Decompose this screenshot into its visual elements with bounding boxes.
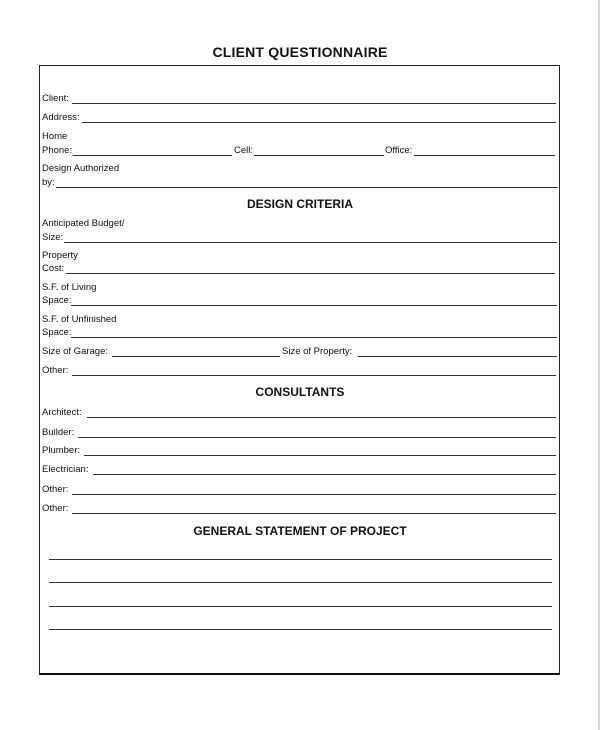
budget-field[interactable] bbox=[64, 242, 557, 243]
statement-line-2[interactable] bbox=[49, 582, 552, 583]
garage-size-label: Size of Garage: bbox=[42, 346, 109, 357]
budget-label-line1: Anticipated Budget/ bbox=[42, 218, 125, 229]
plumber-label: Plumber: bbox=[42, 445, 81, 456]
electrician-label: Electrician: bbox=[42, 464, 89, 475]
design-authorized-label-line1: Design Authorized bbox=[42, 163, 120, 174]
address-label: Address: bbox=[42, 112, 80, 123]
living-space-field[interactable] bbox=[71, 305, 557, 306]
design-authorized-label-line2: by: bbox=[42, 177, 55, 188]
property-size-field[interactable] bbox=[358, 356, 557, 357]
general-statement-heading: GENERAL STATEMENT OF PROJECT bbox=[193, 524, 407, 538]
budget-label-line2: Size: bbox=[42, 232, 64, 243]
architect-field[interactable] bbox=[87, 417, 556, 418]
criteria-other-label: Other: bbox=[42, 365, 69, 376]
property-cost-field[interactable] bbox=[66, 273, 555, 274]
statement-line-1[interactable] bbox=[49, 559, 552, 560]
unfinished-space-label-line2: Space: bbox=[42, 327, 72, 338]
page-title: CLIENT QUESTIONNAIRE bbox=[212, 44, 388, 60]
address-field[interactable] bbox=[82, 122, 556, 123]
cell-label: Cell: bbox=[234, 145, 254, 156]
property-size-label: Size of Property: bbox=[282, 346, 353, 357]
property-cost-label-line1: Property bbox=[42, 250, 78, 261]
electrician-field[interactable] bbox=[93, 474, 556, 475]
builder-field[interactable] bbox=[78, 437, 556, 438]
consultant-other-1-label: Other: bbox=[42, 484, 69, 495]
consultants-heading: CONSULTANTS bbox=[255, 385, 345, 399]
living-space-label-line1: S.F. of Living bbox=[42, 282, 97, 293]
criteria-other-field[interactable] bbox=[72, 375, 556, 376]
property-cost-label-line2: Cost: bbox=[42, 263, 65, 274]
office-label: Office: bbox=[385, 145, 413, 156]
cell-field[interactable] bbox=[254, 155, 384, 156]
form-border bbox=[39, 65, 560, 675]
consultant-other-2-field[interactable] bbox=[72, 513, 556, 514]
architect-label: Architect: bbox=[42, 407, 82, 418]
home-phone-field[interactable] bbox=[73, 155, 232, 156]
consultant-other-1-field[interactable] bbox=[72, 494, 556, 495]
builder-label: Builder: bbox=[42, 427, 75, 438]
consultant-other-2-label: Other: bbox=[42, 503, 69, 514]
design-authorized-field[interactable] bbox=[56, 187, 558, 188]
client-label: Client: bbox=[42, 93, 69, 104]
living-space-label-line2: Space: bbox=[42, 295, 72, 306]
plumber-field[interactable] bbox=[84, 455, 556, 456]
home-phone-label-line1: Home bbox=[42, 131, 68, 142]
statement-line-3[interactable] bbox=[49, 606, 552, 607]
statement-line-4[interactable] bbox=[49, 629, 552, 630]
home-phone-label-line2: Phone: bbox=[42, 145, 73, 156]
design-criteria-heading: DESIGN CRITERIA bbox=[246, 197, 353, 211]
unfinished-space-label-line1: S.F. of Unfinished bbox=[42, 314, 117, 325]
unfinished-space-field[interactable] bbox=[71, 337, 557, 338]
office-field[interactable] bbox=[414, 155, 555, 156]
client-field[interactable] bbox=[72, 103, 556, 104]
garage-size-field[interactable] bbox=[112, 356, 280, 357]
